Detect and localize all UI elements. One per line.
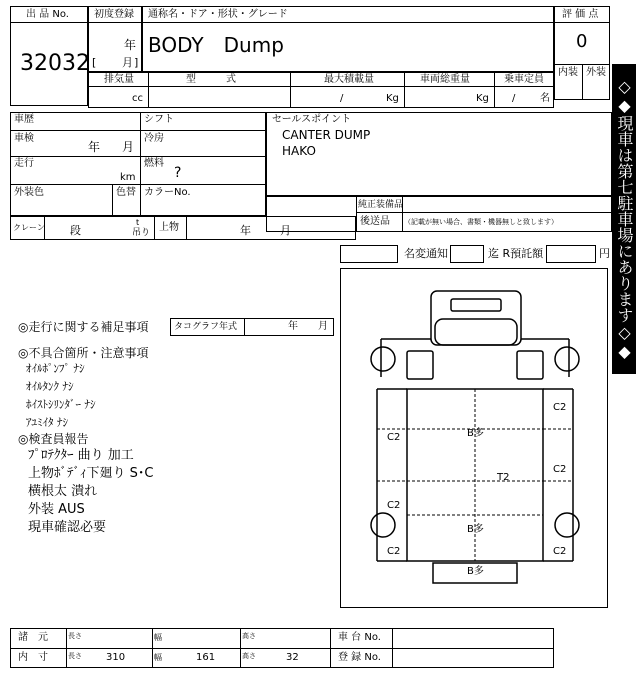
shift-label: シフト bbox=[144, 114, 174, 125]
max-load-unit: Kg bbox=[386, 93, 399, 104]
displacement-unit: cc bbox=[132, 93, 143, 104]
fuel-label: 燃料 bbox=[144, 158, 164, 169]
exterior-color-label: 外装色 bbox=[14, 187, 44, 198]
damage-mark: C2 bbox=[387, 500, 401, 511]
height-value: 32 bbox=[286, 652, 299, 663]
damage-mark: T2 bbox=[497, 472, 510, 483]
defects-title: ◎不具合箇所・注意事項 bbox=[18, 346, 149, 360]
first-reg-label: 初度登録 bbox=[94, 9, 134, 20]
post-delivery-note: （記載が無い場合、書類・機器無しと致します） bbox=[404, 218, 558, 226]
sales-point-line-1: CANTER DUMP bbox=[282, 128, 371, 142]
defect-item: ﾎｲｽﾄｼﾘﾝﾀﾞｰ ﾅｼ bbox=[26, 398, 96, 411]
lift-label: 上物 bbox=[159, 222, 179, 233]
color-change-label: 色替 bbox=[116, 187, 136, 198]
lot-number: 32032 bbox=[20, 51, 90, 76]
inspector-item: 現車確認必要 bbox=[28, 520, 107, 535]
height-label: 高さ bbox=[242, 632, 256, 640]
inspector-item: 外装 AUS bbox=[28, 502, 85, 517]
height-label: 高さ bbox=[242, 652, 256, 660]
lot-label: 出 品 No. bbox=[26, 9, 69, 20]
genuine-equipment-label: 純正装備品 bbox=[358, 200, 404, 210]
history-label: 車歴 bbox=[14, 114, 34, 125]
inspector-title: ◎検査員報告 bbox=[18, 432, 89, 446]
interior-label: 内装 bbox=[558, 67, 578, 78]
parking-notice-banner: ◇◆現車は第七駐車場にあります◇◆ bbox=[612, 64, 636, 374]
crane-label: クレーン bbox=[13, 223, 45, 232]
model-label: 通称名・ドア・形状・グレード bbox=[148, 9, 288, 20]
chassis-no-label: 車 台 No. bbox=[338, 632, 381, 643]
sales-point-label: セールスポイント bbox=[272, 114, 352, 125]
type-label: 型 式 bbox=[186, 74, 236, 85]
capacity-label: 乗車定員 bbox=[504, 74, 544, 85]
first-reg-month: 月 bbox=[122, 56, 133, 69]
inspection-month: 月 bbox=[122, 140, 135, 154]
crane-stage: 段 bbox=[70, 224, 81, 237]
defect-item: ｱﾕﾐｲﾀ ﾅｼ bbox=[26, 416, 68, 429]
ac-label: 冷房 bbox=[144, 133, 164, 144]
width-label: 幅 bbox=[154, 633, 162, 642]
capacity-unit: 名 bbox=[540, 93, 550, 104]
exterior-label: 外装 bbox=[586, 67, 606, 78]
first-reg-bracket-right: ] bbox=[134, 56, 139, 69]
gross-weight-unit: Kg bbox=[476, 93, 489, 104]
capacity-sep: / bbox=[512, 93, 516, 104]
mileage-unit: km bbox=[120, 172, 136, 183]
notice-box-1 bbox=[340, 245, 398, 263]
score-value: 0 bbox=[576, 31, 588, 52]
post-delivery-label: 後送品 bbox=[360, 216, 390, 227]
name-change-box bbox=[450, 245, 484, 263]
gross-weight-label: 車両総重量 bbox=[420, 74, 470, 85]
damage-mark: B多 bbox=[467, 524, 484, 535]
damage-mark: C2 bbox=[553, 464, 567, 475]
length-label: 長さ bbox=[68, 632, 82, 640]
model-value: BODY Dump bbox=[148, 33, 284, 57]
damage-mark: C2 bbox=[553, 546, 567, 557]
inspector-item: ﾌﾟﾛﾃｸﾀｰ 曲り 加工 bbox=[28, 448, 134, 463]
tachograph-month: 月 bbox=[318, 321, 328, 332]
max-load-sep: / bbox=[340, 93, 344, 104]
lift-year: 年 bbox=[240, 224, 251, 237]
first-reg-year: 年 bbox=[124, 38, 137, 52]
inspector-item: 上物ﾎﾞﾃﾞｨ下廻り S･C bbox=[28, 466, 154, 481]
width-label: 幅 bbox=[154, 653, 162, 662]
inspector-item: 横根太 潰れ bbox=[28, 484, 98, 499]
tachograph-year: 年 bbox=[288, 321, 298, 332]
registration-no-label: 登 録 No. bbox=[338, 652, 381, 663]
first-reg-bracket-left: [ bbox=[92, 56, 97, 69]
details-block bbox=[10, 112, 266, 216]
crane-row bbox=[10, 216, 356, 240]
width-value: 161 bbox=[196, 652, 216, 663]
length-value: 310 bbox=[106, 652, 126, 663]
tachograph-label: タコグラフ年式 bbox=[174, 322, 238, 332]
specs-row-label: 諸 元 bbox=[18, 632, 48, 643]
yen-label: 円 bbox=[599, 247, 610, 260]
damage-mark: C2 bbox=[553, 402, 567, 413]
deposit-box bbox=[546, 245, 596, 263]
defect-item: ｵｲﾙﾀﾝｸ ﾅｼ bbox=[26, 380, 74, 393]
damage-mark: C2 bbox=[387, 546, 401, 557]
sales-point-line-2: HAKO bbox=[282, 144, 316, 158]
fuel-value: ? bbox=[174, 165, 182, 181]
crane-hoist: 吊り bbox=[132, 228, 151, 238]
supplement-title: ◎走行に関する補足事項 bbox=[18, 320, 149, 334]
defect-item: ｵｲﾙﾎﾟﾝﾌﾟ ﾅｼ bbox=[26, 362, 85, 375]
length-label: 長さ bbox=[68, 652, 82, 660]
name-change-label: 名変通知 bbox=[404, 247, 448, 260]
damage-mark: C2 bbox=[387, 432, 401, 443]
dims-row-label: 内 寸 bbox=[18, 652, 48, 663]
color-no-label: カラーNo. bbox=[144, 187, 191, 198]
max-load-label: 最大積載量 bbox=[324, 74, 374, 85]
inspection-year: 年 bbox=[88, 140, 101, 154]
deposit-label: 迄 R預託額 bbox=[488, 247, 544, 260]
inspection-label: 車検 bbox=[14, 133, 34, 144]
crane-ton: t bbox=[136, 218, 140, 227]
damage-mark: B多 bbox=[467, 428, 484, 439]
damage-mark: B多 bbox=[467, 566, 484, 577]
displacement-label: 排気量 bbox=[104, 74, 134, 85]
truck-outline-drawing bbox=[341, 269, 609, 609]
mileage-label: 走行 bbox=[14, 158, 34, 169]
lift-month: 月 bbox=[280, 224, 291, 237]
score-label: 評 価 点 bbox=[562, 9, 599, 20]
vehicle-diagram bbox=[340, 268, 608, 608]
